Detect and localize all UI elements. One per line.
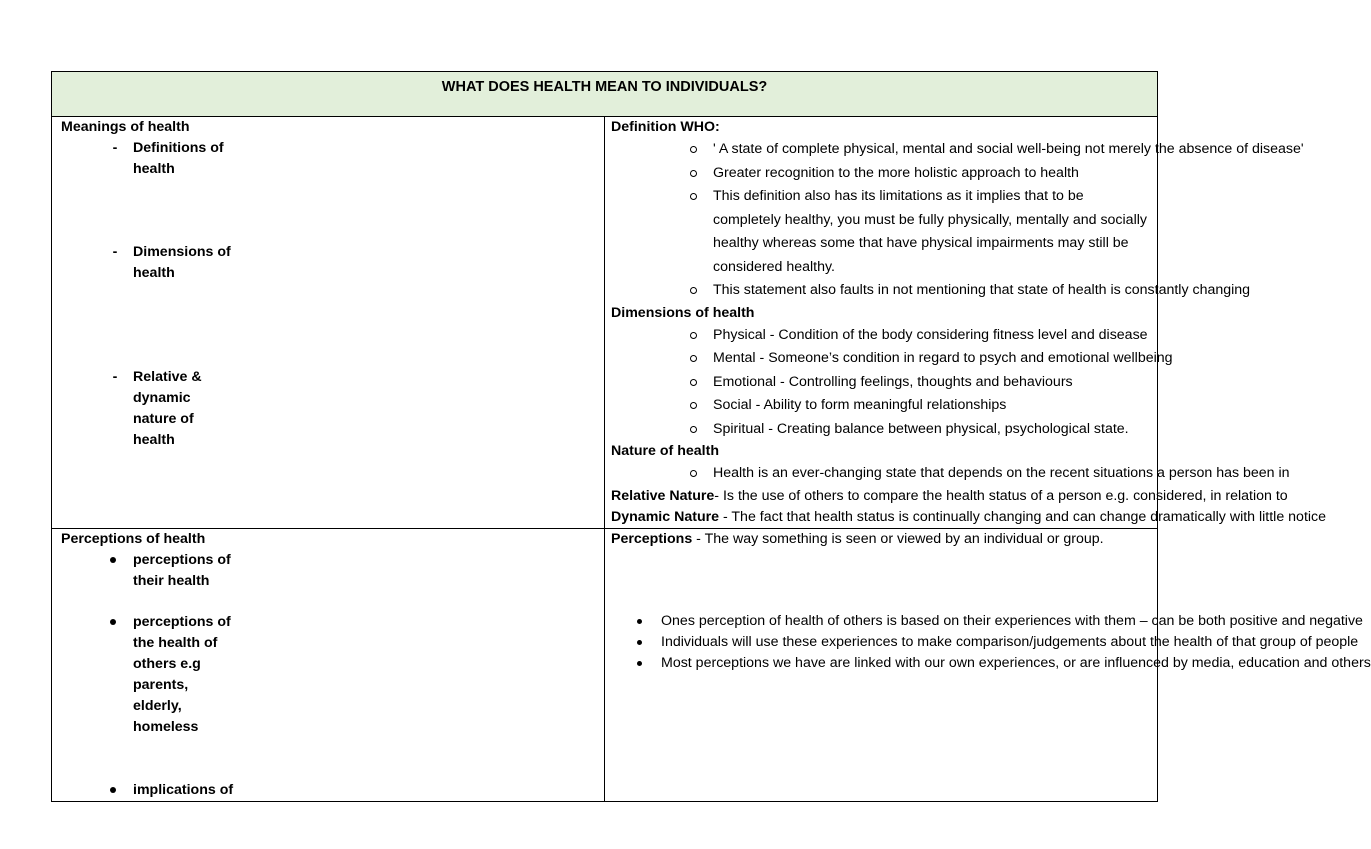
list-item: This statement also faults in not mentioning that state of health is constantly changing [611,279,1157,303]
dynamic-nature-term: Dynamic Nature [611,508,720,525]
dimensions-heading: Dimensions of health [611,304,755,321]
relative-nature-line [611,486,1288,507]
nature-heading: Nature of health [611,443,719,459]
circle-bullet-icon [690,355,697,362]
dynamic-nature-line [611,507,1327,528]
bullet-icon [637,640,642,645]
circle-bullet-icon [690,287,697,294]
topic-line: nature of [133,411,194,427]
topic-own-perceptions [133,550,604,592]
relative-nature-term: Relative Nature [611,487,715,504]
topic-line: health [133,432,175,448]
dash-marker: - [112,244,118,260]
topic-line: perceptions of [133,551,231,568]
topic-line: implications of [133,781,234,798]
list-item: Ones perception of health of others is based on their experiences with them – can be both positive and negative [611,611,1157,632]
topic-line: perceptions of [133,613,231,630]
list-item: Individuals will use these experiences to make comparison/judgements about the health of that group of people [611,632,1157,653]
health-table [51,71,1371,802]
meanings-content-cell [605,117,1327,529]
perceptions-heading: Perceptions of health [61,530,206,547]
topic-others-perceptions [133,612,604,738]
topic-line: the health of [133,634,218,651]
list-item: Spiritual - Creating balance between physical, psychological state. [611,418,1157,442]
topic-line: Relative & [133,369,202,385]
list-item: Health is an ever-changing state that depends on the recent situations a person has been in [611,462,1157,486]
circle-bullet-icon [690,379,697,386]
list-item: ' A state of complete physical, mental and social well-being not merely the absence of disease' [611,138,1157,162]
circle-bullet-icon [690,146,697,153]
topic-line: Definitions of [133,140,224,156]
list-item: Emotional - Controlling feelings, thoughts and behaviours [611,371,1157,395]
circle-bullet-icon [690,426,697,433]
circle-bullet-icon [690,170,697,177]
topic-definitions [112,138,604,180]
list-item: Social - Ability to form meaningful relationships [611,394,1157,418]
topic-line: Dimensions of [133,244,231,260]
topic-line: parents, [133,676,189,693]
definition-heading: Definition WHO: [611,119,720,135]
topic-line: dynamic [133,390,191,406]
list-item: Physical - Condition of the body considering fitness level and disease [611,324,1157,348]
topic-line: others e.g [133,655,201,672]
circle-bullet-icon [690,193,697,200]
meanings-topics-cell [52,117,605,529]
bullet-icon [637,619,642,624]
circle-bullet-icon [690,332,697,339]
perceptions-row [52,528,1158,801]
perceptions-definition-text: - The way something is seen or viewed by an individual or group. [692,530,1104,547]
perceptions-term: Perceptions [611,530,693,547]
perceptions-content-cell [605,528,1371,801]
list-item: This definition also has its limitations as it implies that to be completely healthy, you must be fully physically, mentally and socially healthy whereas some that have physical impairments may still be considered healthy. [611,185,1157,279]
bullet-icon [110,557,116,563]
perceptions-definition [611,529,1157,550]
dash-marker: - [112,369,118,385]
list-item: Most perceptions we have are linked with our own experiences, or are influenced by media, education and others [611,653,1157,674]
circle-bullet-icon [690,470,697,477]
topic-dimensions [112,242,604,284]
table-title: WHAT DOES HEALTH MEAN TO INDIVIDUALS? [52,72,1158,117]
topic-line: health [133,265,175,281]
topic-line: homeless [133,718,199,735]
list-item: Greater recognition to the more holistic approach to health [611,162,1157,186]
meanings-row [52,117,1158,529]
bullet-icon [110,787,116,793]
circle-bullet-icon [690,402,697,409]
topic-implications [133,780,604,801]
dash-marker: - [112,140,118,156]
perceptions-topics-cell [52,528,605,801]
topic-line: elderly, [133,697,182,714]
relative-nature-text: - Is the use of others to compare the health status of a person e.g. considered, in relation to [714,487,1288,504]
meanings-heading: Meanings of health [61,119,190,135]
topic-line: their health [133,572,210,589]
dynamic-nature-text: - The fact that health status is continually changing and can change dramatically with little notice [719,508,1327,525]
topic-relative-dynamic [112,367,604,451]
bullet-icon [110,619,116,625]
list-item: Mental - Someone’s condition in regard to psych and emotional wellbeing [611,347,1157,371]
topic-line: health [133,161,175,177]
bullet-icon [637,661,642,666]
